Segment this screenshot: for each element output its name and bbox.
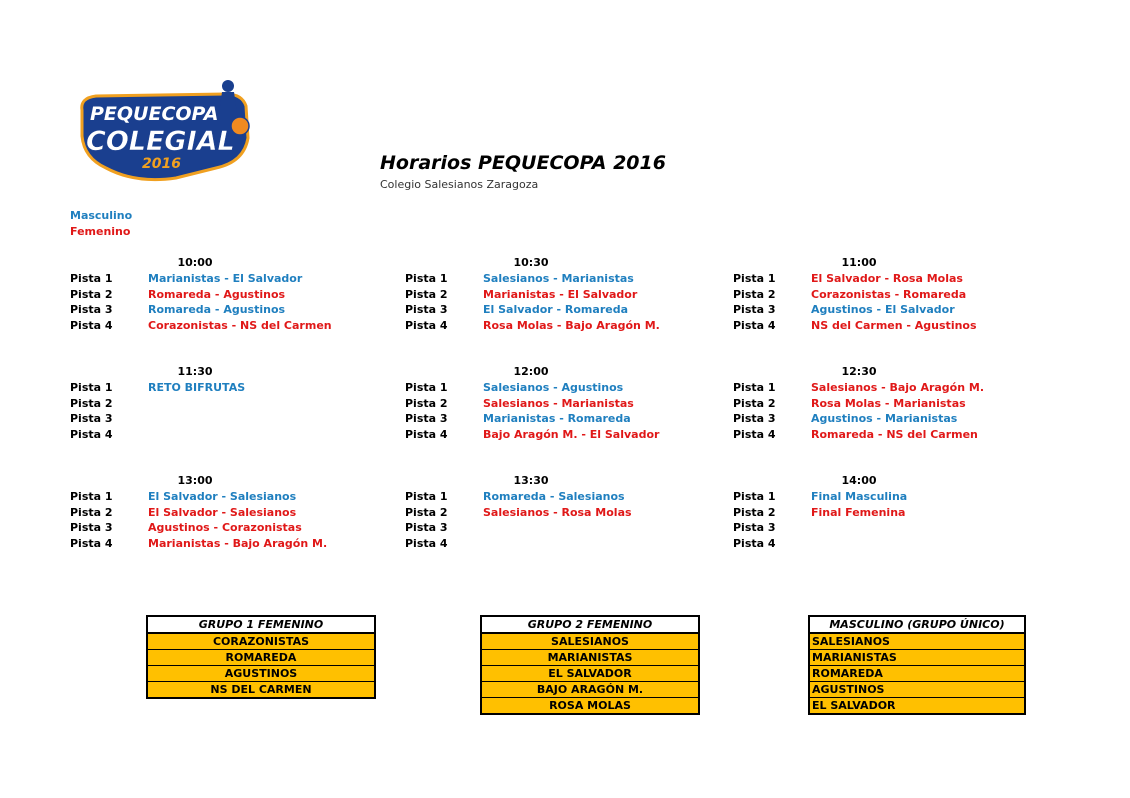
group-team: ROSA MOLAS: [481, 698, 699, 715]
group-team: AGUSTINOS: [809, 682, 1025, 698]
match-label: Marianistas - Bajo Aragón M.: [148, 536, 328, 550]
court-label: Pista 3: [70, 412, 113, 425]
court-label: Pista 2: [405, 287, 448, 301]
time-slot-block: [733, 365, 1053, 445]
group-title: GRUPO 2 FEMENINO: [481, 616, 699, 633]
court-label: Pista 3: [733, 412, 776, 425]
court-label: Pista 2: [70, 505, 113, 519]
match-label: Romareda - Salesianos: [483, 490, 625, 503]
legend-masculino: Masculino: [70, 209, 133, 222]
time-slot-label: 13:30: [513, 474, 549, 487]
court-label: Pista 1: [733, 381, 776, 394]
group-team: NS DEL CARMEN: [147, 682, 375, 699]
page-subtitle: Colegio Salesianos Zaragoza: [380, 178, 539, 191]
legend-femenino: Femenino: [70, 225, 131, 238]
match-label: Salesianos - Bajo Aragón M.: [811, 381, 985, 394]
court-label: Pista 2: [733, 287, 776, 301]
court-label: Pista 4: [733, 536, 776, 550]
court-label: Pista 1: [70, 272, 113, 285]
time-slot-block: [70, 365, 390, 445]
match-label: Agustinos - Marianistas: [811, 412, 958, 425]
match-label: El Salvador - Salesianos: [148, 505, 297, 519]
court-label: Pista 4: [733, 427, 776, 441]
court-label: Pista 2: [405, 396, 448, 410]
group-team: SALESIANOS: [481, 633, 699, 650]
group-table: [146, 615, 376, 699]
court-label: Pista 1: [70, 381, 113, 394]
court-label: Pista 1: [733, 272, 776, 285]
court-label: Pista 3: [733, 303, 776, 316]
match-label: El Salvador - Romareda: [483, 303, 628, 316]
court-label: Pista 4: [733, 318, 776, 332]
match-label: Romareda - NS del Carmen: [811, 427, 978, 441]
page-title: Horarios PEQUECOPA 2016: [380, 152, 666, 174]
group-team: MARIANISTAS: [809, 650, 1025, 666]
match-label: Final Femenina: [811, 505, 906, 519]
match-label: El Salvador - Rosa Molas: [811, 272, 963, 285]
match-label: Corazonistas - NS del Carmen: [148, 318, 332, 332]
match-label: Corazonistas - Romareda: [811, 287, 967, 301]
match-label: Marianistas - El Salvador: [483, 287, 638, 301]
time-slot-label: 14:00: [841, 474, 877, 487]
court-label: Pista 3: [733, 521, 776, 534]
court-label: Pista 2: [405, 505, 448, 519]
court-label: Pista 2: [70, 396, 113, 410]
pequecopa-logo: [76, 76, 254, 182]
court-label: Pista 1: [405, 272, 448, 285]
match-label: RETO BIFRUTAS: [148, 381, 246, 394]
time-slot-label: 12:00: [513, 365, 549, 378]
court-label: Pista 1: [70, 490, 113, 503]
match-label: Agustinos - El Salvador: [811, 303, 955, 316]
group-table: [480, 615, 700, 715]
group-team: EL SALVADOR: [809, 698, 1025, 715]
time-slot-label: 11:00: [841, 256, 877, 269]
time-slot-block: [405, 256, 725, 336]
match-label: Romareda - Agustinos: [148, 287, 286, 301]
match-label: Salesianos - Marianistas: [483, 396, 634, 410]
group-team: ROMAREDA: [809, 666, 1025, 682]
court-label: Pista 4: [70, 318, 113, 332]
time-slot-block: [733, 256, 1053, 336]
court-label: Pista 4: [70, 536, 113, 550]
time-slot-label: 12:30: [841, 365, 877, 378]
group-team: ROMAREDA: [147, 650, 375, 666]
group-title: MASCULINO (GRUPO ÚNICO): [809, 616, 1025, 633]
match-label: NS del Carmen - Agustinos: [811, 318, 977, 332]
player-head-icon: [222, 80, 234, 92]
court-label: Pista 1: [405, 490, 448, 503]
logo-line1: PEQUECOPA: [90, 103, 219, 125]
group-team: SALESIANOS: [809, 633, 1025, 650]
group-team: MARIANISTAS: [481, 650, 699, 666]
court-label: Pista 4: [405, 536, 448, 550]
time-slot-label: 13:00: [177, 474, 213, 487]
court-label: Pista 4: [70, 427, 113, 441]
time-slot-block: [733, 474, 1053, 554]
group-title: GRUPO 1 FEMENINO: [147, 616, 375, 633]
match-label: Bajo Aragón M. - El Salvador: [483, 427, 660, 441]
match-label: Rosa Molas - Marianistas: [811, 396, 966, 410]
time-slot-block: [405, 474, 725, 554]
group-table: [808, 615, 1026, 715]
group-team: BAJO ARAGÓN M.: [481, 682, 699, 698]
court-label: Pista 2: [70, 287, 113, 301]
logo-year: 2016: [142, 156, 181, 172]
court-label: Pista 3: [405, 521, 448, 534]
court-label: Pista 1: [733, 490, 776, 503]
match-label: Final Masculina: [811, 490, 908, 503]
court-label: Pista 3: [70, 521, 113, 534]
group-team: EL SALVADOR: [481, 666, 699, 682]
court-label: Pista 4: [405, 318, 448, 332]
time-slot-block: [70, 474, 390, 554]
time-slot-block: [405, 365, 725, 445]
time-slot-label: 10:30: [513, 256, 549, 269]
logo-line2: COLEGIAL: [86, 126, 235, 157]
group-team: CORAZONISTAS: [147, 633, 375, 650]
match-label: Salesianos - Marianistas: [483, 272, 634, 285]
match-label: El Salvador - Salesianos: [148, 490, 297, 503]
time-slot-label: 11:30: [177, 365, 213, 378]
court-label: Pista 3: [405, 412, 448, 425]
match-label: Marianistas - El Salvador: [148, 272, 303, 285]
group-team: AGUSTINOS: [147, 666, 375, 682]
court-label: Pista 4: [405, 427, 448, 441]
court-label: Pista 2: [733, 505, 776, 519]
time-slot-label: 10:00: [177, 256, 213, 269]
court-label: Pista 3: [70, 303, 113, 316]
court-label: Pista 1: [405, 381, 448, 394]
match-label: Romareda - Agustinos: [148, 303, 286, 316]
match-label: Marianistas - Romareda: [483, 412, 631, 425]
time-slot-block: [70, 256, 390, 336]
match-label: Rosa Molas - Bajo Aragón M.: [483, 318, 660, 332]
court-label: Pista 2: [733, 396, 776, 410]
court-label: Pista 3: [405, 303, 448, 316]
match-label: Agustinos - Corazonistas: [148, 521, 302, 534]
match-label: Salesianos - Rosa Molas: [483, 505, 632, 519]
match-label: Salesianos - Agustinos: [483, 381, 624, 394]
